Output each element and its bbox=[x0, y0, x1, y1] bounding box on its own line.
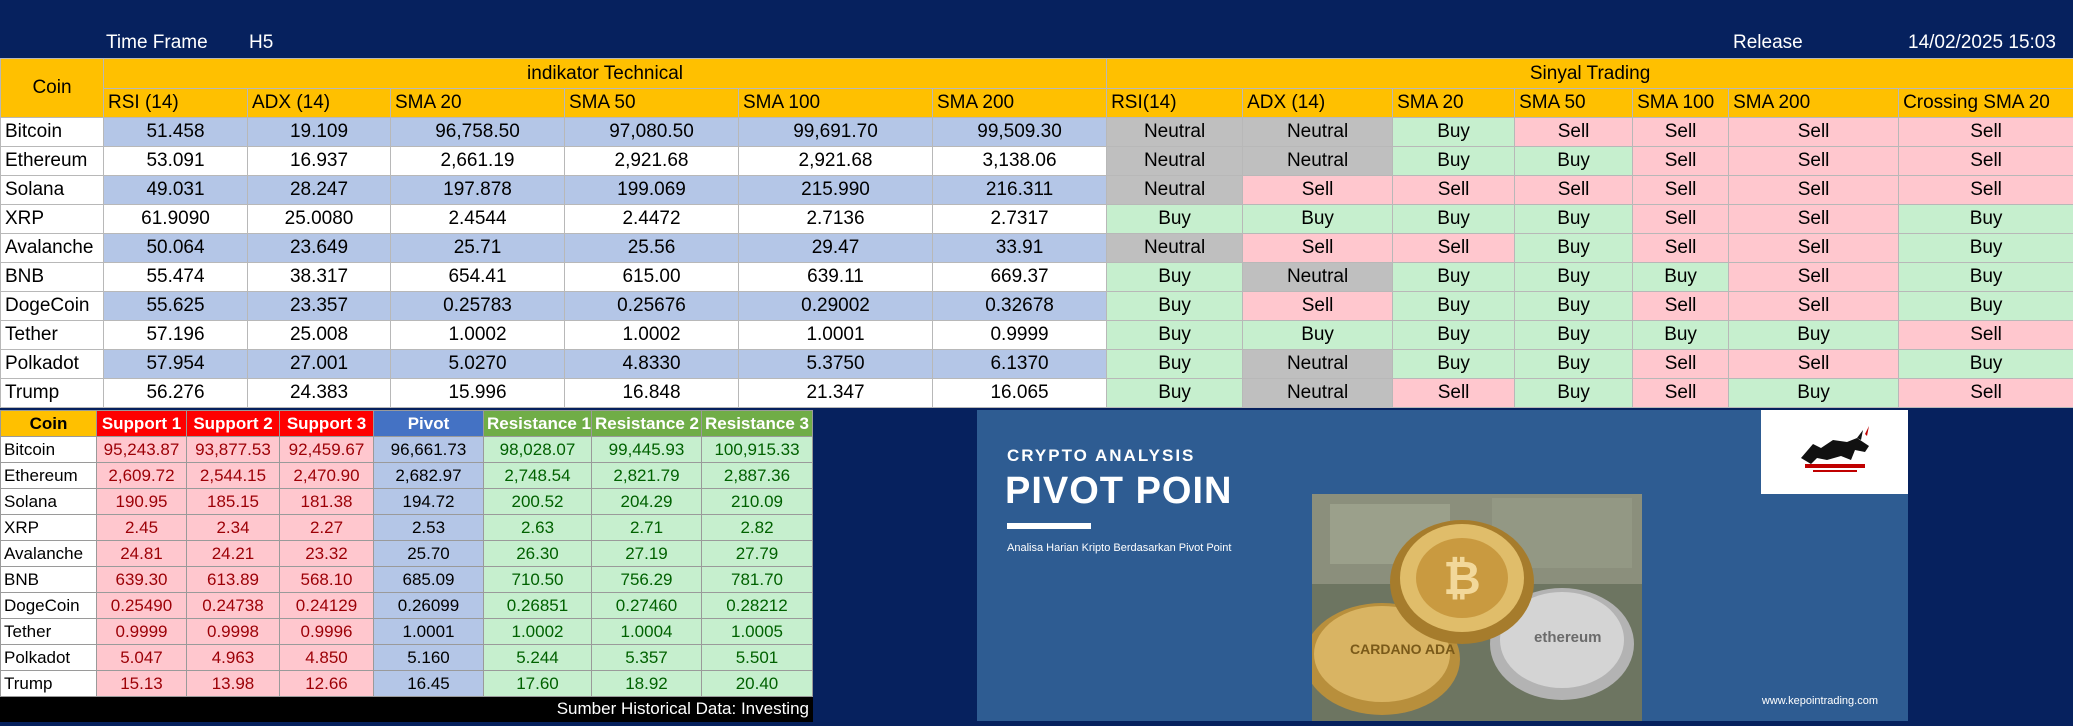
banner-kicker: CRYPTO ANALYSIS bbox=[1007, 446, 1196, 465]
signal-cell: Buy bbox=[1243, 321, 1393, 350]
signal-cell: Buy bbox=[1729, 379, 1899, 408]
resistance-cell: 100,915.33 bbox=[702, 437, 813, 463]
indicator-value-cell: 23.649 bbox=[248, 234, 391, 263]
pivot-cell: 5.160 bbox=[374, 645, 484, 671]
pivot-col-header: Support 3 bbox=[280, 411, 374, 437]
indicator-value-cell: 25.56 bbox=[565, 234, 739, 263]
resistance-cell: 18.92 bbox=[592, 671, 702, 697]
pivot-poin-banner bbox=[977, 410, 1908, 721]
time-frame-value: H5 bbox=[249, 32, 274, 53]
indicator-value-cell: 0.25676 bbox=[565, 292, 739, 321]
coin-name-cell: Bitcoin bbox=[1, 118, 104, 147]
signal-col-header: ADX (14) bbox=[1243, 89, 1393, 118]
source-row bbox=[1, 697, 813, 722]
resistance-cell: 0.26851 bbox=[484, 593, 592, 619]
signal-cell: Buy bbox=[1515, 147, 1633, 176]
signal-cell: Sell bbox=[1729, 263, 1899, 292]
coin-name-cell: Solana bbox=[1, 489, 97, 515]
indicator-value-cell: 21.347 bbox=[739, 379, 933, 408]
signal-cell: Sell bbox=[1393, 234, 1515, 263]
indicator-value-cell: 16.848 bbox=[565, 379, 739, 408]
signal-cell: Buy bbox=[1393, 350, 1515, 379]
signal-cell: Buy bbox=[1393, 263, 1515, 292]
signal-cell: Buy bbox=[1243, 205, 1393, 234]
coin-name-cell: Avalanche bbox=[1, 234, 104, 263]
signal-col-header: RSI(14) bbox=[1107, 89, 1243, 118]
signal-cell: Sell bbox=[1633, 205, 1729, 234]
support-cell: 15.13 bbox=[97, 671, 187, 697]
resistance-cell: 2.71 bbox=[592, 515, 702, 541]
kepoin-trading-logo bbox=[1761, 410, 1908, 494]
coin-row bbox=[1, 205, 2073, 234]
support-cell: 0.25490 bbox=[97, 593, 187, 619]
signal-cell: Sell bbox=[1729, 205, 1899, 234]
technical-table-body bbox=[1, 118, 2073, 408]
indicator-value-cell: 2.4472 bbox=[565, 205, 739, 234]
support-cell: 95,243.87 bbox=[97, 437, 187, 463]
signal-cell: Neutral bbox=[1107, 176, 1243, 205]
indicator-value-cell: 15.996 bbox=[391, 379, 565, 408]
resistance-cell: 1.0004 bbox=[592, 619, 702, 645]
signal-cell: Sell bbox=[1729, 176, 1899, 205]
cardano-coin-text: CARDANO ADA bbox=[1350, 641, 1456, 657]
indicator-value-cell: 3,138.06 bbox=[933, 147, 1107, 176]
coin-name-cell: Avalanche bbox=[1, 541, 97, 567]
signal-cell: Buy bbox=[1899, 292, 2073, 321]
pivot-row bbox=[1, 515, 813, 541]
support-cell: 2.27 bbox=[280, 515, 374, 541]
signal-cell: Sell bbox=[1633, 147, 1729, 176]
signal-cell: Buy bbox=[1899, 205, 2073, 234]
signal-cell: Sell bbox=[1515, 176, 1633, 205]
indicator-value-cell: 6.1370 bbox=[933, 350, 1107, 379]
indicator-value-cell: 2.7317 bbox=[933, 205, 1107, 234]
signal-cell: Buy bbox=[1899, 234, 2073, 263]
support-cell: 0.24129 bbox=[280, 593, 374, 619]
technical-col-header: SMA 50 bbox=[565, 89, 739, 118]
signal-cell: Neutral bbox=[1243, 379, 1393, 408]
signal-cell: Sell bbox=[1729, 350, 1899, 379]
indicator-value-cell: 55.474 bbox=[104, 263, 248, 292]
signal-cell: Sell bbox=[1633, 176, 1729, 205]
support-cell: 13.98 bbox=[187, 671, 280, 697]
signal-cell: Neutral bbox=[1243, 118, 1393, 147]
pivot-col-header: Resistance 3 bbox=[702, 411, 813, 437]
signal-col-header: SMA 20 bbox=[1393, 89, 1515, 118]
indicator-value-cell: 215.990 bbox=[739, 176, 933, 205]
resistance-cell: 756.29 bbox=[592, 567, 702, 593]
indicator-value-cell: 61.9090 bbox=[104, 205, 248, 234]
coin-name-cell: Solana bbox=[1, 176, 104, 205]
coin-row bbox=[1, 292, 2073, 321]
indicator-value-cell: 639.11 bbox=[739, 263, 933, 292]
signal-col-header: SMA 100 bbox=[1633, 89, 1729, 118]
pivot-cell: 16.45 bbox=[374, 671, 484, 697]
indicator-value-cell: 1.0002 bbox=[565, 321, 739, 350]
signal-cell: Sell bbox=[1729, 292, 1899, 321]
signal-col-header: SMA 50 bbox=[1515, 89, 1633, 118]
technical-col-header: RSI (14) bbox=[104, 89, 248, 118]
support-cell: 0.9999 bbox=[97, 619, 187, 645]
signal-cell: Neutral bbox=[1243, 147, 1393, 176]
support-cell: 24.81 bbox=[97, 541, 187, 567]
banner-title: PIVOT POIN bbox=[1005, 470, 1233, 512]
coin-name-cell: Tether bbox=[1, 619, 97, 645]
indicator-value-cell: 50.064 bbox=[104, 234, 248, 263]
pivot-cell: 685.09 bbox=[374, 567, 484, 593]
signal-cell: Buy bbox=[1515, 321, 1633, 350]
signal-cell: Sell bbox=[1729, 234, 1899, 263]
coin-name-cell: Trump bbox=[1, 671, 97, 697]
indicator-value-cell: 28.247 bbox=[248, 176, 391, 205]
indicator-value-cell: 25.71 bbox=[391, 234, 565, 263]
support-cell: 181.38 bbox=[280, 489, 374, 515]
support-cell: 4.963 bbox=[187, 645, 280, 671]
indicator-value-cell: 29.47 bbox=[739, 234, 933, 263]
support-cell: 568.10 bbox=[280, 567, 374, 593]
indicator-value-cell: 25.008 bbox=[248, 321, 391, 350]
indicator-value-cell: 0.32678 bbox=[933, 292, 1107, 321]
pivot-row bbox=[1, 541, 813, 567]
pivot-col-header: Resistance 2 bbox=[592, 411, 702, 437]
pivot-cell: 2.53 bbox=[374, 515, 484, 541]
pivot-row bbox=[1, 567, 813, 593]
signal-cell: Buy bbox=[1393, 118, 1515, 147]
coin-name-cell: BNB bbox=[1, 567, 97, 593]
coin-name-cell: XRP bbox=[1, 515, 97, 541]
indicator-value-cell: 2.7136 bbox=[739, 205, 933, 234]
ethereum-coin-text: ethereum bbox=[1534, 629, 1602, 646]
pivot-point-table bbox=[0, 410, 813, 722]
pivot-cell: 0.26099 bbox=[374, 593, 484, 619]
resistance-cell: 20.40 bbox=[702, 671, 813, 697]
coin-name-cell: DogeCoin bbox=[1, 292, 104, 321]
signal-group-header: Sinyal Trading bbox=[1107, 59, 2073, 89]
signal-cell: Sell bbox=[1633, 118, 1729, 147]
indicator-value-cell: 96,758.50 bbox=[391, 118, 565, 147]
indicator-value-cell: 56.276 bbox=[104, 379, 248, 408]
signal-cell: Buy bbox=[1107, 292, 1243, 321]
resistance-cell: 27.19 bbox=[592, 541, 702, 567]
signal-cell: Neutral bbox=[1243, 350, 1393, 379]
signal-cell: Neutral bbox=[1107, 147, 1243, 176]
coin-name-cell: Bitcoin bbox=[1, 437, 97, 463]
signal-cell: Buy bbox=[1515, 292, 1633, 321]
resistance-cell: 2,821.79 bbox=[592, 463, 702, 489]
support-cell: 0.9998 bbox=[187, 619, 280, 645]
indicator-value-cell: 2,661.19 bbox=[391, 147, 565, 176]
signal-cell: Buy bbox=[1107, 350, 1243, 379]
coin-name-cell: Tether bbox=[1, 321, 104, 350]
resistance-cell: 210.09 bbox=[702, 489, 813, 515]
indicator-value-cell: 25.0080 bbox=[248, 205, 391, 234]
support-cell: 5.047 bbox=[97, 645, 187, 671]
pivot-row bbox=[1, 437, 813, 463]
signal-cell: Sell bbox=[1515, 118, 1633, 147]
crypto-coins-photo bbox=[1312, 494, 1642, 721]
support-cell: 2.34 bbox=[187, 515, 280, 541]
signal-cell: Sell bbox=[1899, 379, 2073, 408]
bull-logo-icon bbox=[1761, 410, 1908, 494]
technical-col-header: SMA 100 bbox=[739, 89, 933, 118]
technical-group-header: indikator Technical bbox=[104, 59, 1107, 89]
indicator-value-cell: 97,080.50 bbox=[565, 118, 739, 147]
signal-cell: Buy bbox=[1729, 321, 1899, 350]
resistance-cell: 5.501 bbox=[702, 645, 813, 671]
signal-cell: Buy bbox=[1633, 321, 1729, 350]
resistance-cell: 2.82 bbox=[702, 515, 813, 541]
signal-cell: Buy bbox=[1107, 263, 1243, 292]
signal-cell: Sell bbox=[1633, 350, 1729, 379]
indicator-value-cell: 2,921.68 bbox=[565, 147, 739, 176]
release-label: Release bbox=[1733, 32, 1803, 53]
support-cell: 0.9996 bbox=[280, 619, 374, 645]
pivot-col-header: Pivot bbox=[374, 411, 484, 437]
support-cell: 23.32 bbox=[280, 541, 374, 567]
signal-cell: Buy bbox=[1515, 263, 1633, 292]
pivot-cell: 2,682.97 bbox=[374, 463, 484, 489]
indicator-value-cell: 0.25783 bbox=[391, 292, 565, 321]
banner-underline bbox=[1007, 523, 1091, 529]
technical-col-header: ADX (14) bbox=[248, 89, 391, 118]
indicator-value-cell: 5.0270 bbox=[391, 350, 565, 379]
resistance-cell: 27.79 bbox=[702, 541, 813, 567]
coin-name-cell: Ethereum bbox=[1, 147, 104, 176]
coin-name-cell: BNB bbox=[1, 263, 104, 292]
coin-row bbox=[1, 350, 2073, 379]
coin-row bbox=[1, 176, 2073, 205]
indicator-value-cell: 55.625 bbox=[104, 292, 248, 321]
indicator-value-cell: 199.069 bbox=[565, 176, 739, 205]
support-cell: 92,459.67 bbox=[280, 437, 374, 463]
indicator-value-cell: 38.317 bbox=[248, 263, 391, 292]
indicator-value-cell: 1.0001 bbox=[739, 321, 933, 350]
svg-text:₿: ₿ bbox=[1443, 552, 1481, 604]
signal-cell: Buy bbox=[1515, 379, 1633, 408]
technical-col-header: SMA 200 bbox=[933, 89, 1107, 118]
indicator-value-cell: 0.29002 bbox=[739, 292, 933, 321]
signal-cell: Buy bbox=[1107, 321, 1243, 350]
support-cell: 2,544.15 bbox=[187, 463, 280, 489]
time-frame-label: Time Frame bbox=[106, 32, 208, 53]
resistance-cell: 1.0005 bbox=[702, 619, 813, 645]
signal-cell: Sell bbox=[1729, 118, 1899, 147]
indicator-value-cell: 51.458 bbox=[104, 118, 248, 147]
support-cell: 12.66 bbox=[280, 671, 374, 697]
indicator-value-cell: 57.196 bbox=[104, 321, 248, 350]
pivot-cell: 25.70 bbox=[374, 541, 484, 567]
indicator-value-cell: 615.00 bbox=[565, 263, 739, 292]
resistance-cell: 0.27460 bbox=[592, 593, 702, 619]
pivot-row bbox=[1, 593, 813, 619]
pivot-row bbox=[1, 645, 813, 671]
support-cell: 639.30 bbox=[97, 567, 187, 593]
pivot-row bbox=[1, 619, 813, 645]
signal-cell: Buy bbox=[1515, 350, 1633, 379]
indicator-value-cell: 19.109 bbox=[248, 118, 391, 147]
signal-cell: Buy bbox=[1393, 147, 1515, 176]
coin-header: Coin bbox=[1, 59, 104, 118]
indicator-value-cell: 49.031 bbox=[104, 176, 248, 205]
resistance-cell: 2.63 bbox=[484, 515, 592, 541]
indicator-value-cell: 57.954 bbox=[104, 350, 248, 379]
signal-cell: Sell bbox=[1899, 321, 2073, 350]
support-cell: 613.89 bbox=[187, 567, 280, 593]
indicator-value-cell: 2.4544 bbox=[391, 205, 565, 234]
signal-cell: Sell bbox=[1633, 379, 1729, 408]
technical-indicator-table bbox=[0, 58, 2073, 408]
signal-cell: Sell bbox=[1393, 379, 1515, 408]
pivot-col-header: Support 2 bbox=[187, 411, 280, 437]
support-cell: 24.21 bbox=[187, 541, 280, 567]
resistance-cell: 710.50 bbox=[484, 567, 592, 593]
pivot-row bbox=[1, 671, 813, 697]
signal-cell: Sell bbox=[1243, 234, 1393, 263]
signal-cell: Sell bbox=[1899, 176, 2073, 205]
signal-cell: Buy bbox=[1899, 350, 2073, 379]
resistance-cell: 17.60 bbox=[484, 671, 592, 697]
signal-cell: Buy bbox=[1899, 263, 2073, 292]
resistance-cell: 200.52 bbox=[484, 489, 592, 515]
coin-name-cell: Polkadot bbox=[1, 350, 104, 379]
coin-name-cell: Trump bbox=[1, 379, 104, 408]
indicator-value-cell: 99,691.70 bbox=[739, 118, 933, 147]
resistance-cell: 99,445.93 bbox=[592, 437, 702, 463]
release-value: 14/02/2025 15:03 bbox=[1908, 32, 2056, 53]
resistance-cell: 5.244 bbox=[484, 645, 592, 671]
indicator-value-cell: 4.8330 bbox=[565, 350, 739, 379]
resistance-cell: 98,028.07 bbox=[484, 437, 592, 463]
support-cell: 185.15 bbox=[187, 489, 280, 515]
signal-col-header: SMA 200 bbox=[1729, 89, 1899, 118]
coin-row bbox=[1, 118, 2073, 147]
signal-cell: Buy bbox=[1107, 379, 1243, 408]
indicator-value-cell: 2,921.68 bbox=[739, 147, 933, 176]
coin-row bbox=[1, 321, 2073, 350]
coin-row bbox=[1, 379, 2073, 408]
signal-cell: Buy bbox=[1633, 263, 1729, 292]
pivot-col-header: Support 1 bbox=[97, 411, 187, 437]
indicator-value-cell: 27.001 bbox=[248, 350, 391, 379]
indicator-value-cell: 197.878 bbox=[391, 176, 565, 205]
signal-cell: Buy bbox=[1393, 292, 1515, 321]
signal-cell: Buy bbox=[1107, 205, 1243, 234]
signal-cell: Neutral bbox=[1107, 118, 1243, 147]
signal-cell: Buy bbox=[1515, 205, 1633, 234]
signal-cell: Sell bbox=[1729, 147, 1899, 176]
signal-cell: Sell bbox=[1899, 147, 2073, 176]
signal-cell: Sell bbox=[1633, 292, 1729, 321]
signal-cell: Sell bbox=[1633, 234, 1729, 263]
support-cell: 0.24738 bbox=[187, 593, 280, 619]
support-cell: 93,877.53 bbox=[187, 437, 280, 463]
indicator-value-cell: 654.41 bbox=[391, 263, 565, 292]
signal-cell: Buy bbox=[1393, 205, 1515, 234]
coin-name-cell: XRP bbox=[1, 205, 104, 234]
support-cell: 2,609.72 bbox=[97, 463, 187, 489]
pivot-row bbox=[1, 489, 813, 515]
coin-row bbox=[1, 147, 2073, 176]
indicator-value-cell: 16.065 bbox=[933, 379, 1107, 408]
indicator-value-cell: 99,509.30 bbox=[933, 118, 1107, 147]
indicator-value-cell: 5.3750 bbox=[739, 350, 933, 379]
support-cell: 2.45 bbox=[97, 515, 187, 541]
pivot-table-body bbox=[1, 437, 813, 722]
resistance-cell: 204.29 bbox=[592, 489, 702, 515]
coin-row bbox=[1, 263, 2073, 292]
pivot-cell: 1.0001 bbox=[374, 619, 484, 645]
resistance-cell: 5.357 bbox=[592, 645, 702, 671]
indicator-value-cell: 16.937 bbox=[248, 147, 391, 176]
support-cell: 190.95 bbox=[97, 489, 187, 515]
coin-name-cell: DogeCoin bbox=[1, 593, 97, 619]
top-info-bar bbox=[0, 26, 2073, 58]
resistance-cell: 1.0002 bbox=[484, 619, 592, 645]
pivot-col-header: Coin bbox=[1, 411, 97, 437]
signal-col-header: Crossing SMA 20 bbox=[1899, 89, 2073, 118]
signal-cell: Sell bbox=[1243, 176, 1393, 205]
support-cell: 2,470.90 bbox=[280, 463, 374, 489]
signal-cell: Buy bbox=[1515, 234, 1633, 263]
indicator-value-cell: 1.0002 bbox=[391, 321, 565, 350]
pivot-cell: 96,661.73 bbox=[374, 437, 484, 463]
signal-cell: Neutral bbox=[1107, 234, 1243, 263]
indicator-value-cell: 216.311 bbox=[933, 176, 1107, 205]
support-cell: 4.850 bbox=[280, 645, 374, 671]
coin-name-cell: Polkadot bbox=[1, 645, 97, 671]
resistance-cell: 0.28212 bbox=[702, 593, 813, 619]
pivot-cell: 194.72 bbox=[374, 489, 484, 515]
resistance-cell: 2,748.54 bbox=[484, 463, 592, 489]
indicator-value-cell: 24.383 bbox=[248, 379, 391, 408]
resistance-cell: 26.30 bbox=[484, 541, 592, 567]
indicator-value-cell: 0.9999 bbox=[933, 321, 1107, 350]
banner-website: www.kepointrading.com bbox=[1761, 695, 1878, 707]
technical-col-header: SMA 20 bbox=[391, 89, 565, 118]
indicator-value-cell: 53.091 bbox=[104, 147, 248, 176]
signal-cell: Sell bbox=[1393, 176, 1515, 205]
indicator-value-cell: 33.91 bbox=[933, 234, 1107, 263]
pivot-row bbox=[1, 463, 813, 489]
resistance-cell: 781.70 bbox=[702, 567, 813, 593]
signal-cell: Neutral bbox=[1243, 263, 1393, 292]
indicator-value-cell: 669.37 bbox=[933, 263, 1107, 292]
banner-subtitle: Analisa Harian Kripto Berdasarkan Pivot Point bbox=[1007, 542, 1232, 554]
signal-cell: Sell bbox=[1243, 292, 1393, 321]
signal-cell: Buy bbox=[1393, 321, 1515, 350]
coin-row bbox=[1, 234, 2073, 263]
pivot-col-header: Resistance 1 bbox=[484, 411, 592, 437]
coin-name-cell: Ethereum bbox=[1, 463, 97, 489]
resistance-cell: 2,887.36 bbox=[702, 463, 813, 489]
indicator-value-cell: 23.357 bbox=[248, 292, 391, 321]
data-source-note: Sumber Historical Data: Investing bbox=[1, 697, 813, 722]
signal-cell: Sell bbox=[1899, 118, 2073, 147]
